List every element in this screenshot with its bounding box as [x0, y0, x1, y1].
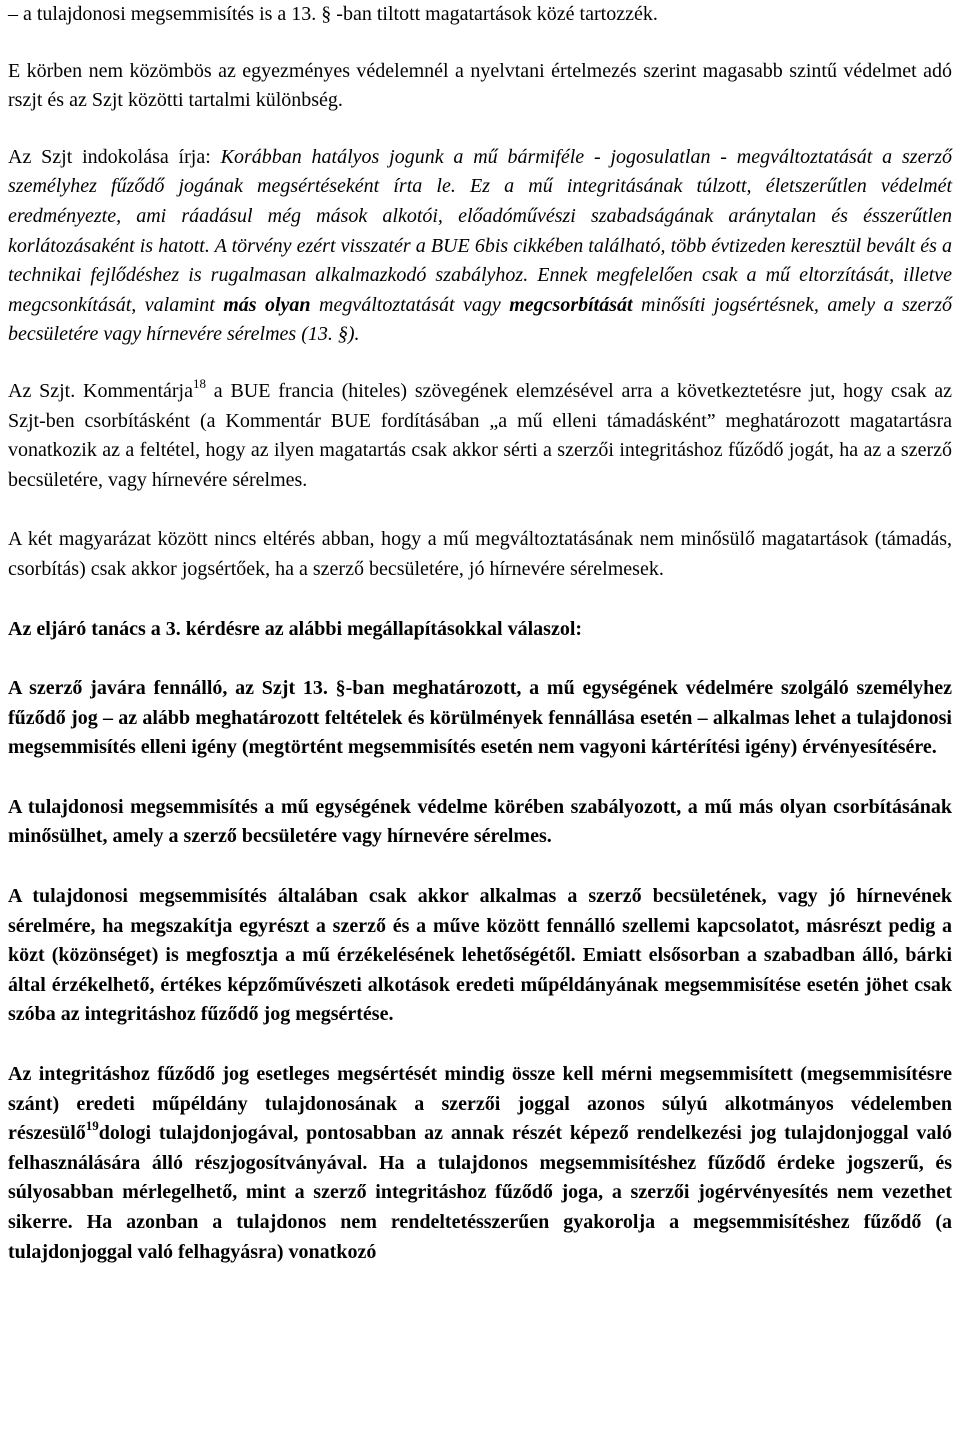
- finding-4-body: dologi tulajdonjogával, pontosabban az annak részét képező rendelkezési jog tulajdonjoggal való felhasználására álló részjogosítványával. Ha a tulajdonos megsemmisítéshez fűződő érdeke jogszerű, és súlyosabban mérlegelhető, mint a szerző integritáshoz fűződő joga, a szerzői jogérvényesítés nem vezethet sikerre. Ha azonban a tulajdonos nem rendeltetésszerűen gyakorolja a megsemmisítéshez fűződő (a tulajdonjoggal való felhagyásra) vonatkozó: [8, 1122, 952, 1263]
- paragraph-two-explanations: A két magyarázat között nincs eltérés abban, hogy a mű megváltoztatásának nem minősülő magatartások (támadás, csorbítás) csak akkor jogsértőek, ha a szerző becsületére, jó hírnevére sérelmesek.: [8, 528, 952, 580]
- commentary-lead: Az Szjt. Kommentárja: [8, 379, 193, 402]
- justification-lead: Az Szjt indokolása írja:: [8, 145, 221, 168]
- footnote-ref-18: 18: [193, 375, 206, 391]
- paragraph-finding-1: A szerző javára fennálló, az Szjt 13. §-ban meghatározott, a mű egységének védelmére szolgáló személyhez fűződő jog – az alább meghatározott feltételek és körülmények fennállása esetén – alkalmas lehet a tulajdonosi megsemmisítés elleni igény (megtörtént megsemmisítés esetén nem vagyoni kártérítési igény) érvényesítésére.: [8, 677, 952, 759]
- paragraph-finding-2: A tulajdonosi megsemmisítés a mű egységének védelme körében szabályozott, a mű más olyan csorbításának minősülhet, amely a szerző becsületére vagy hírnevére sérelmes.: [8, 795, 952, 848]
- paragraph-difference: E körben nem közömbös az egyezményes védelemnél a nyelvtani értelmezés szerint magasabb szintű védelmet adó rszjt és az Szjt közötti tartalmi különbség.: [8, 59, 952, 112]
- paragraph-finding-3: A tulajdonosi megsemmisítés általában csak akkor alkalmas a szerző becsületének, vagy jó hírnevének sérelmére, ha megszakítja egyrészt a szerző és a műve között fennálló szellemi kapcsolatot, másrészt pedig a közt (közönséget) is megfosztja a mű érzékelésének lehetőségétől. Emiatt elsősorban a szabadban álló, bárki által érzékelhető, értékes képzőművészeti alkotások eredeti műpéldányának megsemmisítése esetén jöhet csak szóba az integritáshoz fűződő jog megsértése.: [8, 885, 952, 1026]
- justification-emphasis-1: más olyan: [223, 293, 311, 316]
- justification-quote-end: minősíti jogsértésnek, amely a szerző becsületére vagy hírnevére sérelmes (13. §).: [8, 293, 952, 346]
- paragraph-commentary: [8, 377, 952, 495]
- finding-4-lead: Az integritáshoz fűződő jog esetleges megsértését mindig össze kell mérni megsemmisített (megsemmisítésre szánt) eredeti műpéldány tulajdonosának a szerzői joggal azonos súlyú alkotmányos védelemben részesülő: [8, 1063, 952, 1145]
- footnote-ref-19: 19: [85, 1118, 99, 1134]
- paragraph-justification: [8, 143, 952, 350]
- paragraph-panel-answer: Az eljáró tanács a 3. kérdésre az alábbi megállapításokkal válaszol:: [8, 617, 583, 640]
- justification-quote-cont: megváltoztatását vagy: [310, 293, 510, 316]
- justification-emphasis-2: megcsorbítását: [509, 293, 633, 316]
- paragraph-finding-4: [8, 1060, 952, 1267]
- commentary-body: a BUE francia (hiteles) szövegének elemzésével arra a következtetésre jut, hogy csak az Szjt-ben csorbításként (a Kommentár BUE fordításában „a mű elleni támadásként” meghatározott magatartásra vonatkozik az a feltétel, hogy az ilyen magatartás csak akkor sérti a szerzői integritáshoz fűződő jogát, ha az a szerző becsületére, vagy hírnevére sérelmes.: [8, 379, 952, 491]
- justification-quote: Korábban hatályos jogunk a mű bármiféle - jogosulatlan - megváltoztatását a szerző személyhez fűződő jogának megsértéseként írta le. Ez a mű integritásának túlzott, életszerűtlen védelmét eredményezte, ami ráadásul még mások alkotói, előadóművészi szabadságának aránytalan és ésszerűtlen korlátozásaként is hatott. A törvény ezért visszatér a BUE 6bis cikkében található, több évtizeden keresztül bevált és a technikai fejlődéshez is rugalmasan alkalmazkodó szabályhoz. Ennek megfelelően csak a mű eltorzítását, illetve megcsonkítását, valamint: [8, 145, 953, 316]
- paragraph-intro-dash: – a tulajdonosi megsemmisítés is a 13. § -ban tiltott magatartások közé tartozzék.: [8, 3, 658, 25]
